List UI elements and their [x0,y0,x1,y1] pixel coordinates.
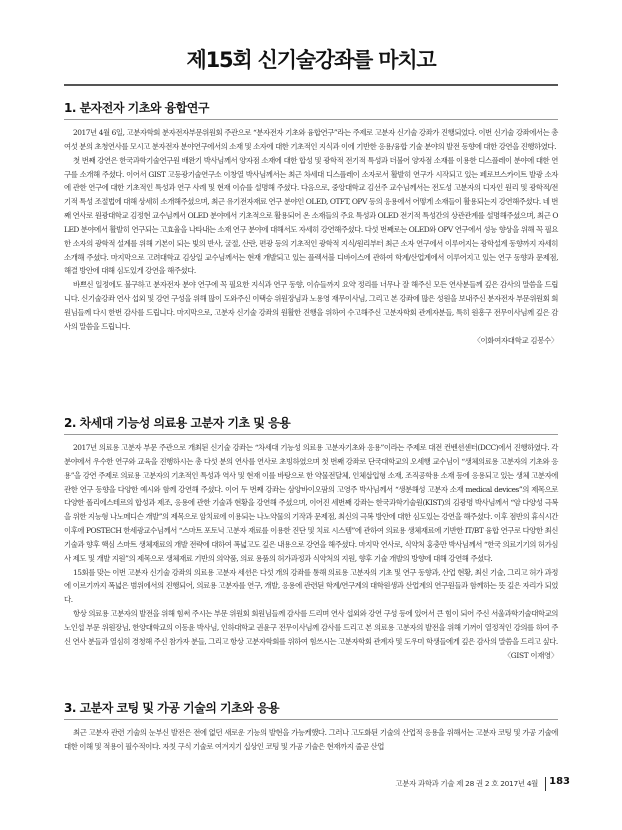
paragraph: 최근 고분자 관련 기술의 눈부신 발전은 전에 없던 새로운 기능의 발현을 가능케했다. 그러나 고도화된 기술의 산업적 응용을 위해서는 고분자 코팅 및 가공 기술에 대한 이해 및 적용이 필수적이다. 자칫 구식 기술로 여겨지기 십상인 코팅 및 가공 기술은 현재까지 줄곧 산업 [64,728,558,751]
title-divider [64,84,558,86]
page-footer [0,777,622,791]
section-heading: 1. 분자전자 기초와 융합연구 [64,99,558,120]
paragraph: 첫 번째 강연은 한국과학기술연구원 배완기 박사님께서 양자점 소재에 대한 합성 및 광학적 전기적 특성과 더불어 양자점 소재를 이용한 디스플레이 분야에 대한 연구를 소개해 주셨다. 이어서 GIST 고등광기술연구소 이창열 박사님께서는 최근 차세대 디스플레이 소자로서 활발히 연구가 시작되고 있는 페로브스카이트 발광 소자에 관한 연구에 대한 기초적인 특성과 연구 사례 및 현재 이슈를 설명해 주셨다. 다음으로, 중앙대학교 김선주 교수님께서는 전도성 고분자의 디자인 원리 및 광학적/전기적 특성 조절법에 대해 상세히 소개해주셨으며, 최근 유기전자재료 연구 분야인 OLED, OTFT, OPV 등의 응용에서 어떻게 소재들이 활용되는지 강연해주셨다. 네 번째 연사로 원광대학교 김정현 교수님께서 OLED 분야에서 기초적으로 활용되어 온 소재들의 주요 특성과 OLED 전기적 특성간의 상관관계를 설명해주셨으며, 최근 OLED 분야에서 활발히 연구되는 고효율을 나타내는 소재 연구 분야에 대해서도 자세히 강연해주셨다. 다섯 번째로는 OLED와 OPV 연구에서 성능 향상을 위해 꼭 필요한 소자의 광학적 설계를 위해 기본이 되는 빛의 반사, 굴절, 산란, 편광 등의 기초적인 광학적 지식/원리부터 최근 소자 연구에서 이루어지는 광학설계 동향까지 자세히 소개해 주셨다. 마지막으로 고려대학교 김상일 교수님께서는 현재 개발되고 있는 플렉서블 디바이스에 관하여 학계/산업계에서 이루어지고 있는 연구 동향과 문제점, 해결 방안에 대해 심도있게 강연을 해주셨다. [64,155,558,276]
section-heading: 2. 차세대 기능성 의료용 고분자 기초 및 응용 [64,414,558,435]
section-1 [64,99,558,348]
paragraph: 2017년 의료용 고분자 부문 주관으로 개최된 신기술 강좌는 “차세대 기능성 의료용 고분자기초와 응용”이라는 주제로 대전 컨벤션센터(DCC)에서 진행하였다. 각 분야에서 우수한 연구와 교육을 진행하시는 총 다섯 분의 연사를 연사로 초빙하였으며 첫 번째 강좌로 단국대학교의 오세행 교수님이 “생체의료용 고분자의 기초와 응용”을 강연 주제로 의료용 고분자의 기초적인 특성과 역사 및 현재 이를 바탕으로 한 약물전달체, 인체삽입형 소재, 조직공학용 소재 등에 응용되고 있는 생체 고분자에 관한 연구 동향을 다양한 예시와 함께 강연해 주셨다. 이어 두 번째 강좌는 삼양바이오팜의 고영주 박사님께서 “생분해성 고분자 소재 medical devices”의 제목으로 다양한 폴리에스테르의 합성과 제조, 응용에 관한 기술과 현황을 강연해 주셨으며, 이어진 세번째 강좌는 한국과학기술원(KIST)의 김광명 박사님께서 “암 다양성 극복을 위한 지능형 나노메디슨 개발”의 제목으로 암치료에 이용되는 나노약물의 기작과 문제점, 최신의 극복 방안에 대한 심도있는 강연을 해주셨다. 이후 점반의 휴식시간 이후에 POSTECH 한세광교수님께서 “스마트 포토닉 고분자 재료를 이용한 진단 및 치료 시스템”에 관하여 의료용 생체재료에 기반한 IT/BT 융합 연구로 다양한 최신 기술과 향후 핵심 스마트 생체재료의 개발 전략에 대하여 폭넓고도 깊은 내용으로 강연을 해주셨다. 마지막 연사로, 식약처 홍충만 박사님께서 “한국 의료기기의 허가심사 제도 및 개발 지원”의 제목으로 생체재료 기반의 의약품, 의료 용품의 허가과정과 식약처의 지원, 향후 기술 개발의 방향에 대해 강연해 주셨다. [64,443,558,563]
author-signature: 〈이화여자대학교 김봉수〉 [473,335,558,345]
author-signature: 〈GIST 이재영〉 [503,650,558,660]
paragraph: 2017년 4월 6일, 고분자학회 분자전자부문위원회 주관으로 “분자전자 기초와 융합연구”라는 주제로 고분자 신기술 강좌가 진행되었다. 이번 신기술 강좌에서는 총 여섯 분의 초청연사를 모시고 분자전자 분야연구에서의 소재 및 소자에 대한 기초적인 지식과 이에 기반한 응용/융합 기술 분야의 발전 동향에 대한 강연을 진행하였다. [64,128,558,151]
paragraph: 바쁘신 일정에도 불구하고 분자전자 분야 연구에 꼭 필요한 지식과 연구 동향, 이슈들까지 요약 정리를 너무나 잘 해주신 모든 연사분들께 깊은 감사의 말씀을 드립니다. 신기술강좌 연사 섭외 및 강연 구성을 위해 많이 도와주신 이택승 위원장님과 노용영 재무이사님, 그리고 본 강좌에 많은 성원을 보내주신 분자전자 부문위원회 회원님들께 다시 한번 감사를 드립니다. 마지막으로, 고분자 신기술 강좌의 원활한 진행을 위하여 수고해주신 고분자학회 관계자분들, 특히 원흥구 전무이사님께 깊은 감사의 말씀을 드립니다. [64,280,558,331]
page-number: 183 [549,776,570,787]
section-2 [64,414,558,663]
paragraph: 항상 의료용 고분자의 발전을 위해 힘써 주시는 부문 위원회 회원님들께 감사를 드리며 연사 섭외와 강연 구성 등에 있어서 큰 힘이 되어 주신 서울과학기술대학교의 노인섭 부문 위원장님, 한양대학교의 이동윤 박사님, 인하대학교 권윤구 전무이사님께 감사를 드리고 본 의료용 고분자의 발전을 위해 기꺼이 열정적인 강의를 하여 주신 연사 분들과 열심히 경청해 주신 참가자 분들, 그리고 항상 고분자학회를 위하여 힘쓰시는 고분자학회 관계자 및 도우미 학생들에게 깊은 감사의 말씀을 드리고 싶다. [64,609,558,646]
journal-info: 고분자 과학과 기술 제 28 권 2 호 2017년 4월 [395,779,538,788]
section-heading: 3. 고분자 코팅 및 가공 기술의 기초와 응용 [64,699,558,720]
paragraph: 15회를 맞는 이번 고분자 신기술 강좌의 의료용 고분자 세션은 다섯 개의 강좌를 통해 의료용 고분자의 기초 및 연구 동향과, 산업 현황, 최신 기술, 그리고 허가 과정에 이르기까지 폭넓은 범위에서의 진행되어, 의료용 고분자를 연구, 개발, 응용에 관련된 학계/연구계의 대학원생과 산업계의 연구원들과 함께하는 뜻 깊은 자리가 되었다. [64,567,558,605]
page-title: 제15회 신기술강좌를 마치고 [186,48,436,72]
section-3 [64,699,558,754]
footer-divider [545,777,546,791]
